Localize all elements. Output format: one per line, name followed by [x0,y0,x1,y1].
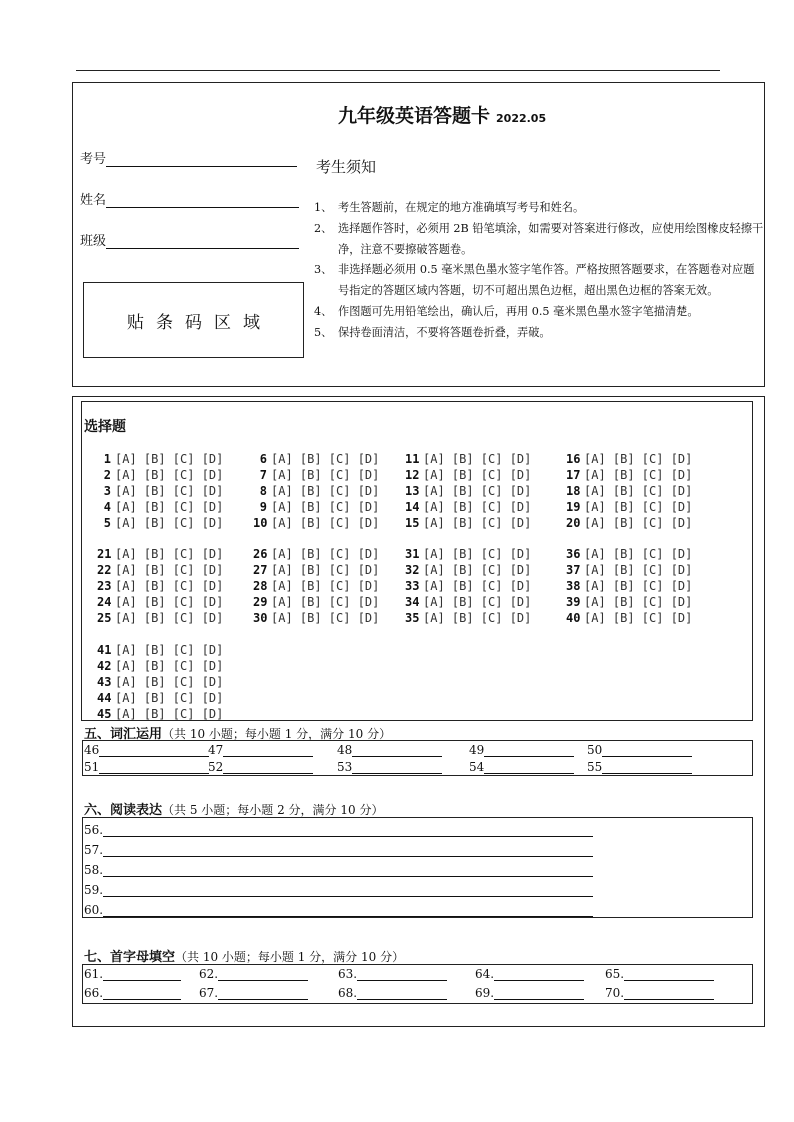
blank-number: 47 [208,743,224,757]
choice-question[interactable] [405,594,531,610]
question-number: 8 [259,484,267,498]
choice-question[interactable] [97,499,223,515]
answer-options[interactable]: [A] [B] [C] [D] [271,595,380,609]
blank-line[interactable] [494,988,584,1000]
question-number: 5 [103,516,111,530]
answer-options[interactable]: [A] [B] [C] [D] [271,547,380,561]
blank-line[interactable] [218,988,308,1000]
blank-number: 62. [199,967,219,981]
choice-question[interactable] [566,467,692,483]
question-number: 23 [97,579,112,593]
question-number: 36 [566,547,581,561]
question-number: 45 [97,707,112,721]
question-number: 14 [405,500,420,514]
question-number: 6 [259,452,267,466]
sec7-heading [84,946,404,965]
question-number: 4 [103,500,111,514]
choice-question[interactable] [566,499,692,515]
question-number: 17 [566,468,581,482]
answer-options[interactable]: [A] [B] [C] [D] [271,579,380,593]
answer-options[interactable]: [A] [B] [C] [D] [115,547,224,561]
choice-question[interactable] [253,451,379,467]
choice-question[interactable] [97,706,223,722]
answer-options[interactable]: [A] [B] [C] [D] [271,611,380,625]
question-number: 10 [253,516,268,530]
question-number: 12 [405,468,420,482]
notice-item [314,323,764,344]
blank-line[interactable] [103,988,181,1000]
blank-line[interactable] [103,969,181,981]
answer-options[interactable]: [A] [B] [C] [D] [115,563,224,577]
sec6-heading [84,799,383,818]
answer-options[interactable]: [A] [B] [C] [D] [584,595,693,609]
answer-options[interactable]: [A] [B] [C] [D] [115,707,224,721]
choice-question[interactable] [405,499,531,515]
sec6-answer-line[interactable] [84,843,593,857]
answer-options[interactable]: [A] [B] [C] [D] [584,452,693,466]
answer-options[interactable]: [A] [B] [C] [D] [271,500,380,514]
sec7-sub: （共 10 小题；每小题 1 分，满分 10 分） [175,950,405,964]
choice-question[interactable] [253,515,379,531]
choice-question[interactable] [97,578,223,594]
blank-line[interactable] [624,969,714,981]
title-text: 九年级英语答题卡 [338,105,491,127]
answer-options[interactable]: [A] [B] [C] [D] [423,563,532,577]
answer-options[interactable]: [A] [B] [C] [D] [423,579,532,593]
blank-number: 63. [338,967,358,981]
blank-line[interactable] [484,745,574,757]
notice-item-num: 2、 [314,221,333,235]
sec6-title: 六、阅读表达 [84,803,163,818]
choice-question[interactable] [566,546,692,562]
choice-question[interactable] [97,562,223,578]
sec5-sub: （共 10 小题；每小题 1 分，满分 10 分） [162,727,392,741]
question-number: 22 [97,563,112,577]
answer-line[interactable] [103,865,593,877]
sec5-blank[interactable] [208,743,313,757]
line-number: 59. [84,883,104,897]
sec7-blank[interactable] [475,967,584,981]
choice-question[interactable] [566,578,692,594]
blank-line[interactable] [484,762,574,774]
blank-number: 55 [587,760,603,774]
blank-number: 54 [469,760,485,774]
choice-question[interactable] [566,451,692,467]
answer-options[interactable]: [A] [B] [C] [D] [115,579,224,593]
choice-question[interactable] [97,451,223,467]
question-number: 21 [97,547,112,561]
question-number: 41 [97,643,112,657]
sec7-blank[interactable] [605,967,714,981]
choice-question[interactable] [405,562,531,578]
choice-question[interactable] [253,594,379,610]
notice-item-text: 考生答题前，在规定的地方准确填写考号和姓名。 [338,201,585,214]
choice-question[interactable] [97,658,223,674]
blank-line[interactable] [357,988,447,1000]
line-number: 58. [84,863,104,877]
choice-question[interactable] [253,578,379,594]
question-number: 43 [97,675,112,689]
blank-line[interactable] [357,969,447,981]
exam-date: 2022.05 [496,112,547,125]
blank-number: 70. [605,986,625,1000]
answer-options[interactable]: [A] [B] [C] [D] [115,468,224,482]
notice-item [314,198,764,219]
sec7-blank[interactable] [84,967,181,981]
sec6-answer-line[interactable] [84,823,593,837]
answer-options[interactable]: [A] [B] [C] [D] [115,500,224,514]
blank-line[interactable] [223,745,313,757]
question-number: 20 [566,516,581,530]
notice-item-text: 作图题可先用铅笔绘出，确认后，再用 0.5 毫米黑色墨水签字笔描清楚。 [338,304,699,318]
answer-options[interactable]: [A] [B] [C] [D] [584,516,693,530]
notice-item-num: 4、 [314,304,333,318]
notice-item-num: 1、 [314,201,333,214]
answer-options[interactable]: [A] [B] [C] [D] [115,484,224,498]
question-number: 1 [103,452,111,466]
blank-number: 48 [337,743,353,757]
blank-line[interactable] [494,969,584,981]
blank-number: 68. [338,986,358,1000]
notice-item-text: 保持卷面清洁，不要将答题卷折叠，弄破。 [338,325,551,339]
blank-number: 65. [605,967,625,981]
answer-options[interactable]: [A] [B] [C] [D] [423,611,532,625]
page-title [338,101,546,128]
top-rule [76,70,720,71]
question-number: 19 [566,500,581,514]
notice-item [314,302,764,323]
answer-options[interactable]: [A] [B] [C] [D] [115,659,224,673]
question-number: 13 [405,484,420,498]
blank-line[interactable] [99,762,209,774]
answer-options[interactable]: [A] [B] [C] [D] [115,675,224,689]
notice-item-text: 非选择题必须用 0.5 毫米黑色墨水签字笔作答。严格按照答题要求，在答题卷对应题号指定的答题区域内答题，切不可超出黑色边框，超出黑色边框的答案无效。 [338,263,755,298]
answer-options[interactable]: [A] [B] [C] [D] [423,547,532,561]
banji-label: 班级 [80,234,107,249]
question-number: 38 [566,579,581,593]
question-number: 29 [253,595,268,609]
answer-options[interactable]: [A] [B] [C] [D] [423,452,532,466]
question-number: 9 [259,500,267,514]
choice-question[interactable] [97,674,223,690]
choice-question[interactable] [253,499,379,515]
sec5-blank[interactable] [587,743,692,757]
answer-options[interactable]: [A] [B] [C] [D] [271,468,380,482]
question-number: 34 [405,595,420,609]
answer-options[interactable]: [A] [B] [C] [D] [271,484,380,498]
choice-question[interactable] [566,483,692,499]
barcode-area [83,282,304,358]
notice-heading: 考生须知 [316,158,377,176]
notice-item [314,260,764,302]
question-number: 7 [259,468,267,482]
question-number: 16 [566,452,581,466]
line-number: 56. [84,823,104,837]
sec7-blank[interactable] [199,967,308,981]
blank-line[interactable] [602,745,692,757]
sec5-title: 五、词汇运用 [84,727,163,742]
question-number: 31 [405,547,420,561]
banji-line[interactable] [106,235,299,249]
sec6-answer-line[interactable] [84,863,593,877]
sec5-blank[interactable] [208,760,313,774]
question-number: 11 [405,452,420,466]
sec5-blank[interactable] [469,760,574,774]
kaohao-field[interactable] [80,148,297,167]
sec7-blank[interactable] [605,986,714,1000]
blank-line[interactable] [218,969,308,981]
answer-options[interactable]: [A] [B] [C] [D] [115,452,224,466]
question-number: 40 [566,611,581,625]
answer-options[interactable]: [A] [B] [C] [D] [584,547,693,561]
answer-options[interactable]: [A] [B] [C] [D] [584,579,693,593]
banji-field[interactable] [80,230,299,249]
sec5-blank[interactable] [337,760,442,774]
choice-question[interactable] [97,642,223,658]
sec7-title: 七、首字母填空 [84,950,176,965]
notice-list [314,198,764,344]
question-number: 24 [97,595,112,609]
answer-options[interactable]: [A] [B] [C] [D] [271,452,380,466]
question-number: 27 [253,563,268,577]
answer-line[interactable] [103,845,593,857]
answer-options[interactable]: [A] [B] [C] [D] [423,595,532,609]
blank-number: 64. [475,967,495,981]
blank-number: 49 [469,743,485,757]
question-number: 35 [405,611,420,625]
sec7-blank[interactable] [84,986,181,1000]
answer-options[interactable]: [A] [B] [C] [D] [271,563,380,577]
choice-question[interactable] [97,546,223,562]
notice-item-text: 选择题作答时，必须用 2B 铅笔填涂，如需要对答案进行修改，应使用绘图橡皮轻擦干净，注意不要擦破答题卷。 [338,221,764,256]
sec5-blank[interactable] [84,760,209,774]
answer-options[interactable]: [A] [B] [C] [D] [115,611,224,625]
sec5-blank[interactable] [587,760,692,774]
sec7-blank[interactable] [475,986,584,1000]
question-number: 42 [97,659,112,673]
sec7-blank[interactable] [199,986,308,1000]
xingming-label: 姓名 [80,193,107,208]
choice-question[interactable] [566,515,692,531]
choice-question[interactable] [253,467,379,483]
sec6-answer-line[interactable] [84,883,593,897]
blank-number: 46 [84,743,100,757]
blank-number: 69. [475,986,495,1000]
blank-number: 50 [587,743,603,757]
choice-question[interactable] [253,546,379,562]
choice-question[interactable] [97,467,223,483]
choice-question[interactable] [566,594,692,610]
choice-question[interactable] [97,515,223,531]
blank-line[interactable] [352,745,442,757]
question-number: 18 [566,484,581,498]
choice-question[interactable] [253,483,379,499]
answer-options[interactable]: [A] [B] [C] [D] [423,484,532,498]
notice-item-num: 3、 [314,263,333,277]
blank-line[interactable] [602,762,692,774]
answer-options[interactable]: [A] [B] [C] [D] [271,516,380,530]
choice-question[interactable] [97,690,223,706]
barcode-label: 贴条码区域 [127,312,272,333]
choice-question[interactable] [566,562,692,578]
kaohao-line[interactable] [106,153,297,167]
answer-options[interactable]: [A] [B] [C] [D] [584,563,693,577]
question-number: 30 [253,611,268,625]
choice-question[interactable] [97,610,223,626]
blank-number: 53 [337,760,353,774]
line-number: 60. [84,903,104,917]
choice-question[interactable] [253,610,379,626]
question-number: 28 [253,579,268,593]
choice-question[interactable] [405,610,531,626]
question-number: 25 [97,611,112,625]
answer-options[interactable]: [A] [B] [C] [D] [115,595,224,609]
question-number: 39 [566,595,581,609]
sec5-blank[interactable] [469,743,574,757]
blank-line[interactable] [99,745,209,757]
blank-number: 51 [84,760,100,774]
notice-item-num: 5、 [314,325,333,339]
xingming-line[interactable] [106,194,299,208]
choice-question[interactable] [566,610,692,626]
question-number: 2 [103,468,111,482]
blank-line[interactable] [352,762,442,774]
question-number: 44 [97,691,112,705]
choice-question[interactable] [405,546,531,562]
question-number: 26 [253,547,268,561]
question-number: 32 [405,563,420,577]
choice-question[interactable] [97,483,223,499]
line-number: 57. [84,843,104,857]
sec7-blank[interactable] [338,967,447,981]
choice-question[interactable] [405,483,531,499]
kaohao-label: 考号 [80,152,107,167]
question-number: 37 [566,563,581,577]
answer-options[interactable]: [A] [B] [C] [D] [584,468,693,482]
answer-options[interactable]: [A] [B] [C] [D] [423,500,532,514]
choice-question[interactable] [405,578,531,594]
question-number: 15 [405,516,420,530]
question-number: 3 [103,484,111,498]
answer-options[interactable]: [A] [B] [C] [D] [423,516,532,530]
sec6-sub: （共 5 小题；每小题 2 分，满分 10 分） [162,803,384,817]
sec7-blank[interactable] [338,986,447,1000]
blank-number: 67. [199,986,219,1000]
blank-line[interactable] [624,988,714,1000]
blank-line[interactable] [223,762,313,774]
choice-question[interactable] [253,562,379,578]
blank-number: 61. [84,967,104,981]
answer-options[interactable]: [A] [B] [C] [D] [584,500,693,514]
answer-line[interactable] [103,905,593,917]
answer-options[interactable]: [A] [B] [C] [D] [584,611,693,625]
answer-options[interactable]: [A] [B] [C] [D] [115,516,224,530]
answer-options[interactable]: [A] [B] [C] [D] [115,691,224,705]
choice-question[interactable] [405,451,531,467]
answer-options[interactable]: [A] [B] [C] [D] [115,643,224,657]
choice-question[interactable] [405,467,531,483]
answer-options[interactable]: [A] [B] [C] [D] [423,468,532,482]
choice-heading: 选择题 [84,419,126,435]
choice-question[interactable] [405,515,531,531]
answer-line[interactable] [103,885,593,897]
choice-question[interactable] [97,594,223,610]
notice-item [314,219,764,261]
blank-number: 52 [208,760,224,774]
question-number: 33 [405,579,420,593]
sec5-blank[interactable] [84,743,209,757]
xingming-field[interactable] [80,189,299,208]
blank-number: 66. [84,986,104,1000]
sec6-answer-line[interactable] [84,903,593,917]
answer-options[interactable]: [A] [B] [C] [D] [584,484,693,498]
sec5-blank[interactable] [337,743,442,757]
answer-line[interactable] [103,825,593,837]
